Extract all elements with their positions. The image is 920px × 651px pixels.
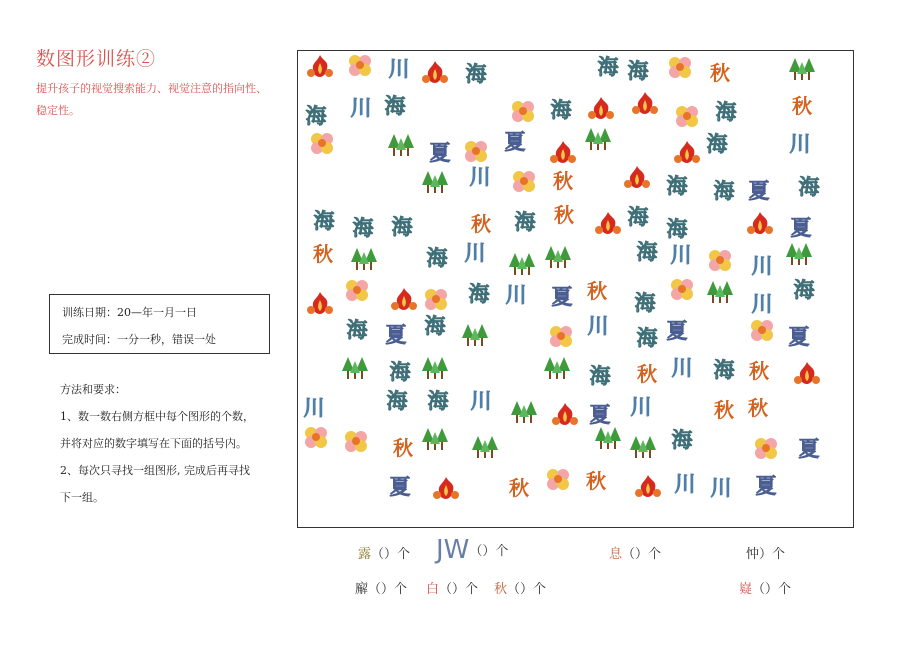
trees-icon xyxy=(542,355,572,381)
answer-slot xyxy=(746,543,785,562)
answer-slot xyxy=(426,578,478,597)
svg-text:海: 海 xyxy=(713,358,735,382)
answer-symbol: 露 xyxy=(358,547,372,562)
trees-icon xyxy=(420,169,450,195)
answer-blank: （）个 xyxy=(368,582,408,597)
svg-text:川: 川 xyxy=(630,395,652,419)
svg-text:海: 海 xyxy=(671,428,693,452)
svg-text:海: 海 xyxy=(798,175,820,199)
method-line: 1、数一数右侧方框中每个图形的个数， xyxy=(60,410,254,423)
sea-char-icon xyxy=(667,426,697,452)
answer-slot xyxy=(436,535,508,565)
flame-icon xyxy=(548,139,578,165)
svg-text:海: 海 xyxy=(424,314,446,338)
svg-text:秋: 秋 xyxy=(749,359,769,383)
sea-char-icon xyxy=(420,312,450,338)
method-heading: 方法和要求： xyxy=(60,383,126,396)
svg-text:川: 川 xyxy=(670,243,692,267)
method-instructions xyxy=(60,376,288,511)
svg-text:海: 海 xyxy=(305,104,327,128)
sea-char-icon xyxy=(789,276,819,302)
svg-text:海: 海 xyxy=(384,94,406,118)
svg-text:川: 川 xyxy=(464,241,486,265)
svg-text:秋: 秋 xyxy=(471,212,491,236)
flower-icon xyxy=(543,466,573,492)
answer-blank: （）个 xyxy=(371,547,411,562)
sea-char-icon xyxy=(380,92,410,118)
svg-text:川: 川 xyxy=(587,314,609,338)
river-char-icon xyxy=(583,312,613,338)
answer-symbol: 嶷 xyxy=(739,582,753,597)
river-char-icon xyxy=(466,387,496,413)
svg-text:秋: 秋 xyxy=(748,396,768,420)
svg-text:川: 川 xyxy=(710,476,732,500)
flame-icon xyxy=(305,290,335,316)
sea-char-icon xyxy=(546,96,576,122)
summer-char-icon xyxy=(500,128,530,154)
flame-icon xyxy=(792,360,822,386)
svg-text:秋: 秋 xyxy=(393,436,413,460)
svg-text:川: 川 xyxy=(388,57,410,81)
svg-text:夏: 夏 xyxy=(429,141,451,165)
flower-icon xyxy=(705,247,735,273)
flame-icon xyxy=(586,95,616,121)
river-char-icon xyxy=(670,470,700,496)
svg-text:海: 海 xyxy=(666,174,688,198)
sea-char-icon xyxy=(585,362,615,388)
trees-icon xyxy=(705,279,735,305)
method-line: 2、每次只寻找一组图形, 完成后再寻找 xyxy=(60,464,250,477)
svg-text:秋: 秋 xyxy=(509,476,529,500)
answer-slot xyxy=(355,578,407,597)
answer-blank: ）个 xyxy=(759,547,786,562)
answer-slot xyxy=(358,543,410,562)
summer-char-icon xyxy=(425,139,455,165)
svg-text:海: 海 xyxy=(391,215,413,239)
flame-icon xyxy=(550,401,580,427)
svg-text:海: 海 xyxy=(627,59,649,83)
svg-text:海: 海 xyxy=(465,62,487,86)
trees-icon xyxy=(628,434,658,460)
svg-text:秋: 秋 xyxy=(586,469,606,493)
svg-text:海: 海 xyxy=(346,318,368,342)
sea-char-icon xyxy=(382,387,412,413)
sea-char-icon xyxy=(632,238,662,264)
flower-icon xyxy=(508,98,538,124)
flower-icon xyxy=(751,435,781,461)
flame-icon xyxy=(420,59,450,85)
autumn-char-icon xyxy=(582,277,612,303)
flower-icon xyxy=(509,168,539,194)
sea-char-icon xyxy=(342,316,372,342)
river-char-icon xyxy=(706,474,736,500)
answer-blank: （）个 xyxy=(507,582,547,597)
page-subtitle: 提升孩子的视觉搜索能力、视觉注意的指向性、稳定性。 xyxy=(36,82,267,117)
autumn-char-icon xyxy=(388,434,418,460)
river-char-icon xyxy=(384,55,414,81)
svg-text:夏: 夏 xyxy=(551,285,573,309)
autumn-char-icon xyxy=(581,467,611,493)
autumn-char-icon xyxy=(548,167,578,193)
svg-text:海: 海 xyxy=(589,364,611,388)
svg-text:夏: 夏 xyxy=(755,474,777,498)
summer-char-icon xyxy=(381,321,411,347)
trees-icon xyxy=(593,425,623,451)
svg-text:海: 海 xyxy=(706,132,728,156)
trees-icon xyxy=(386,132,416,158)
svg-text:川: 川 xyxy=(751,254,773,278)
flower-icon xyxy=(307,130,337,156)
flame-icon xyxy=(593,210,623,236)
svg-text:夏: 夏 xyxy=(748,179,770,203)
river-char-icon xyxy=(666,241,696,267)
svg-text:秋: 秋 xyxy=(313,242,333,266)
answer-symbol: 秋 xyxy=(494,582,508,597)
autumn-char-icon xyxy=(744,357,774,383)
sea-char-icon xyxy=(423,387,453,413)
sea-char-icon xyxy=(662,172,692,198)
trees-icon xyxy=(543,244,573,270)
autumn-char-icon xyxy=(549,201,579,227)
flower-icon xyxy=(342,277,372,303)
flower-icon xyxy=(301,424,331,450)
river-char-icon xyxy=(747,290,777,316)
trees-icon xyxy=(509,399,539,425)
svg-text:海: 海 xyxy=(427,389,449,413)
svg-text:秋: 秋 xyxy=(792,94,812,118)
method-line: 并将对应的数字填写在下面的括号内。 xyxy=(60,437,247,450)
flower-icon xyxy=(672,103,702,129)
svg-text:秋: 秋 xyxy=(637,362,657,386)
trees-icon xyxy=(583,126,613,152)
river-char-icon xyxy=(667,354,697,380)
svg-text:川: 川 xyxy=(350,96,372,120)
completion-time: 完成时间：一分一秒，错误一处 xyxy=(62,333,216,346)
svg-text:海: 海 xyxy=(514,210,536,234)
flame-icon xyxy=(745,210,775,236)
autumn-char-icon xyxy=(504,474,534,500)
answer-slot xyxy=(739,578,791,597)
svg-text:海: 海 xyxy=(715,100,737,124)
svg-text:秋: 秋 xyxy=(710,61,730,85)
flower-icon xyxy=(665,54,695,80)
answer-blank: （）个 xyxy=(439,582,479,597)
info-box xyxy=(49,294,270,354)
flame-icon xyxy=(622,164,652,190)
svg-text:海: 海 xyxy=(627,205,649,229)
summer-char-icon xyxy=(547,283,577,309)
svg-text:夏: 夏 xyxy=(788,325,810,349)
svg-text:海: 海 xyxy=(713,179,735,203)
svg-text:川: 川 xyxy=(303,396,325,420)
training-date: 训练日期：20—年一月一日 xyxy=(62,306,197,319)
river-char-icon xyxy=(501,281,531,307)
flower-icon xyxy=(667,276,697,302)
river-char-icon xyxy=(626,393,656,419)
summer-char-icon xyxy=(784,323,814,349)
trees-icon xyxy=(340,355,370,381)
svg-text:川: 川 xyxy=(671,356,693,380)
svg-text:秋: 秋 xyxy=(587,279,607,303)
trees-icon xyxy=(349,246,379,272)
autumn-char-icon xyxy=(705,59,735,85)
answer-slot xyxy=(494,578,546,597)
search-puzzle-board xyxy=(297,50,854,528)
answer-symbol: 息 xyxy=(609,547,623,562)
flower-icon xyxy=(341,428,371,454)
sea-char-icon xyxy=(387,213,417,239)
sea-char-icon xyxy=(385,358,415,384)
svg-text:夏: 夏 xyxy=(385,323,407,347)
svg-text:川: 川 xyxy=(505,283,527,307)
answer-symbol: 忡 xyxy=(746,547,760,562)
svg-text:海: 海 xyxy=(666,217,688,241)
svg-text:川: 川 xyxy=(789,132,811,156)
flame-icon xyxy=(633,473,663,499)
sea-char-icon xyxy=(348,214,378,240)
svg-text:夏: 夏 xyxy=(798,437,820,461)
autumn-char-icon xyxy=(466,210,496,236)
sea-char-icon xyxy=(794,173,824,199)
svg-text:夏: 夏 xyxy=(589,403,611,427)
answer-blank: （）个 xyxy=(752,582,792,597)
svg-text:海: 海 xyxy=(634,291,656,315)
method-line: 下一组。 xyxy=(60,491,104,504)
sea-char-icon xyxy=(623,57,653,83)
trees-icon xyxy=(460,322,490,348)
answer-symbol: 白 xyxy=(426,582,440,597)
svg-text:秋: 秋 xyxy=(554,203,574,227)
svg-text:川: 川 xyxy=(751,292,773,316)
svg-text:海: 海 xyxy=(636,240,658,264)
answer-slot xyxy=(609,543,661,562)
river-char-icon xyxy=(346,94,376,120)
sea-char-icon xyxy=(630,289,660,315)
flame-icon xyxy=(630,90,660,116)
trees-icon xyxy=(420,355,450,381)
svg-text:海: 海 xyxy=(313,209,335,233)
flower-icon xyxy=(345,52,375,78)
flame-icon xyxy=(305,53,335,79)
autumn-char-icon xyxy=(632,360,662,386)
trees-icon xyxy=(420,426,450,452)
sea-char-icon xyxy=(422,244,452,270)
svg-text:夏: 夏 xyxy=(389,475,411,499)
svg-text:秋: 秋 xyxy=(714,398,734,422)
sea-char-icon xyxy=(702,130,732,156)
summer-char-icon xyxy=(662,317,692,343)
sea-char-icon xyxy=(510,208,540,234)
answer-blank: （）个 xyxy=(622,547,662,562)
answer-blank: （）个 xyxy=(469,544,509,559)
svg-text:海: 海 xyxy=(426,246,448,270)
autumn-char-icon xyxy=(787,92,817,118)
sea-char-icon xyxy=(464,280,494,306)
river-char-icon xyxy=(785,130,815,156)
sea-char-icon xyxy=(301,102,331,128)
sea-char-icon xyxy=(623,203,653,229)
sea-char-icon xyxy=(632,324,662,350)
svg-text:川: 川 xyxy=(469,165,491,189)
svg-text:海: 海 xyxy=(597,55,619,79)
trees-icon xyxy=(470,434,500,460)
svg-text:秋: 秋 xyxy=(553,169,573,193)
trees-icon xyxy=(787,56,817,82)
sea-char-icon xyxy=(709,177,739,203)
summer-char-icon xyxy=(585,401,615,427)
river-char-icon xyxy=(747,252,777,278)
sea-char-icon xyxy=(309,207,339,233)
svg-text:海: 海 xyxy=(636,326,658,350)
trees-icon xyxy=(784,241,814,267)
autumn-char-icon xyxy=(743,394,773,420)
sea-char-icon xyxy=(593,53,623,79)
summer-char-icon xyxy=(744,177,774,203)
svg-text:海: 海 xyxy=(550,98,572,122)
river-char-icon xyxy=(460,239,490,265)
river-char-icon xyxy=(465,163,495,189)
svg-text:海: 海 xyxy=(793,278,815,302)
summer-char-icon xyxy=(385,473,415,499)
autumn-char-icon xyxy=(709,396,739,422)
autumn-char-icon xyxy=(308,240,338,266)
svg-text:海: 海 xyxy=(389,360,411,384)
svg-text:海: 海 xyxy=(468,282,490,306)
summer-char-icon xyxy=(751,472,781,498)
flower-icon xyxy=(461,138,491,164)
svg-text:海: 海 xyxy=(386,389,408,413)
sea-char-icon xyxy=(461,60,491,86)
svg-text:川: 川 xyxy=(470,389,492,413)
answer-symbol: 廨 xyxy=(355,582,369,597)
svg-text:川: 川 xyxy=(674,472,696,496)
sea-char-icon xyxy=(662,215,692,241)
flame-icon xyxy=(389,286,419,312)
summer-char-icon xyxy=(794,435,824,461)
flower-icon xyxy=(747,317,777,343)
trees-icon xyxy=(507,251,537,277)
summer-char-icon xyxy=(786,214,816,240)
river-char-icon xyxy=(299,394,329,420)
flame-icon xyxy=(431,475,461,501)
svg-text:海: 海 xyxy=(352,216,374,240)
page-title: 数图形训练② xyxy=(36,48,157,70)
flame-icon xyxy=(672,139,702,165)
svg-text:夏: 夏 xyxy=(790,216,812,240)
answer-symbol: JW xyxy=(436,535,470,565)
svg-text:夏: 夏 xyxy=(666,319,688,343)
flower-icon xyxy=(546,323,576,349)
sea-char-icon xyxy=(709,356,739,382)
flower-icon xyxy=(421,286,451,312)
svg-text:夏: 夏 xyxy=(504,130,526,154)
sea-char-icon xyxy=(711,98,741,124)
